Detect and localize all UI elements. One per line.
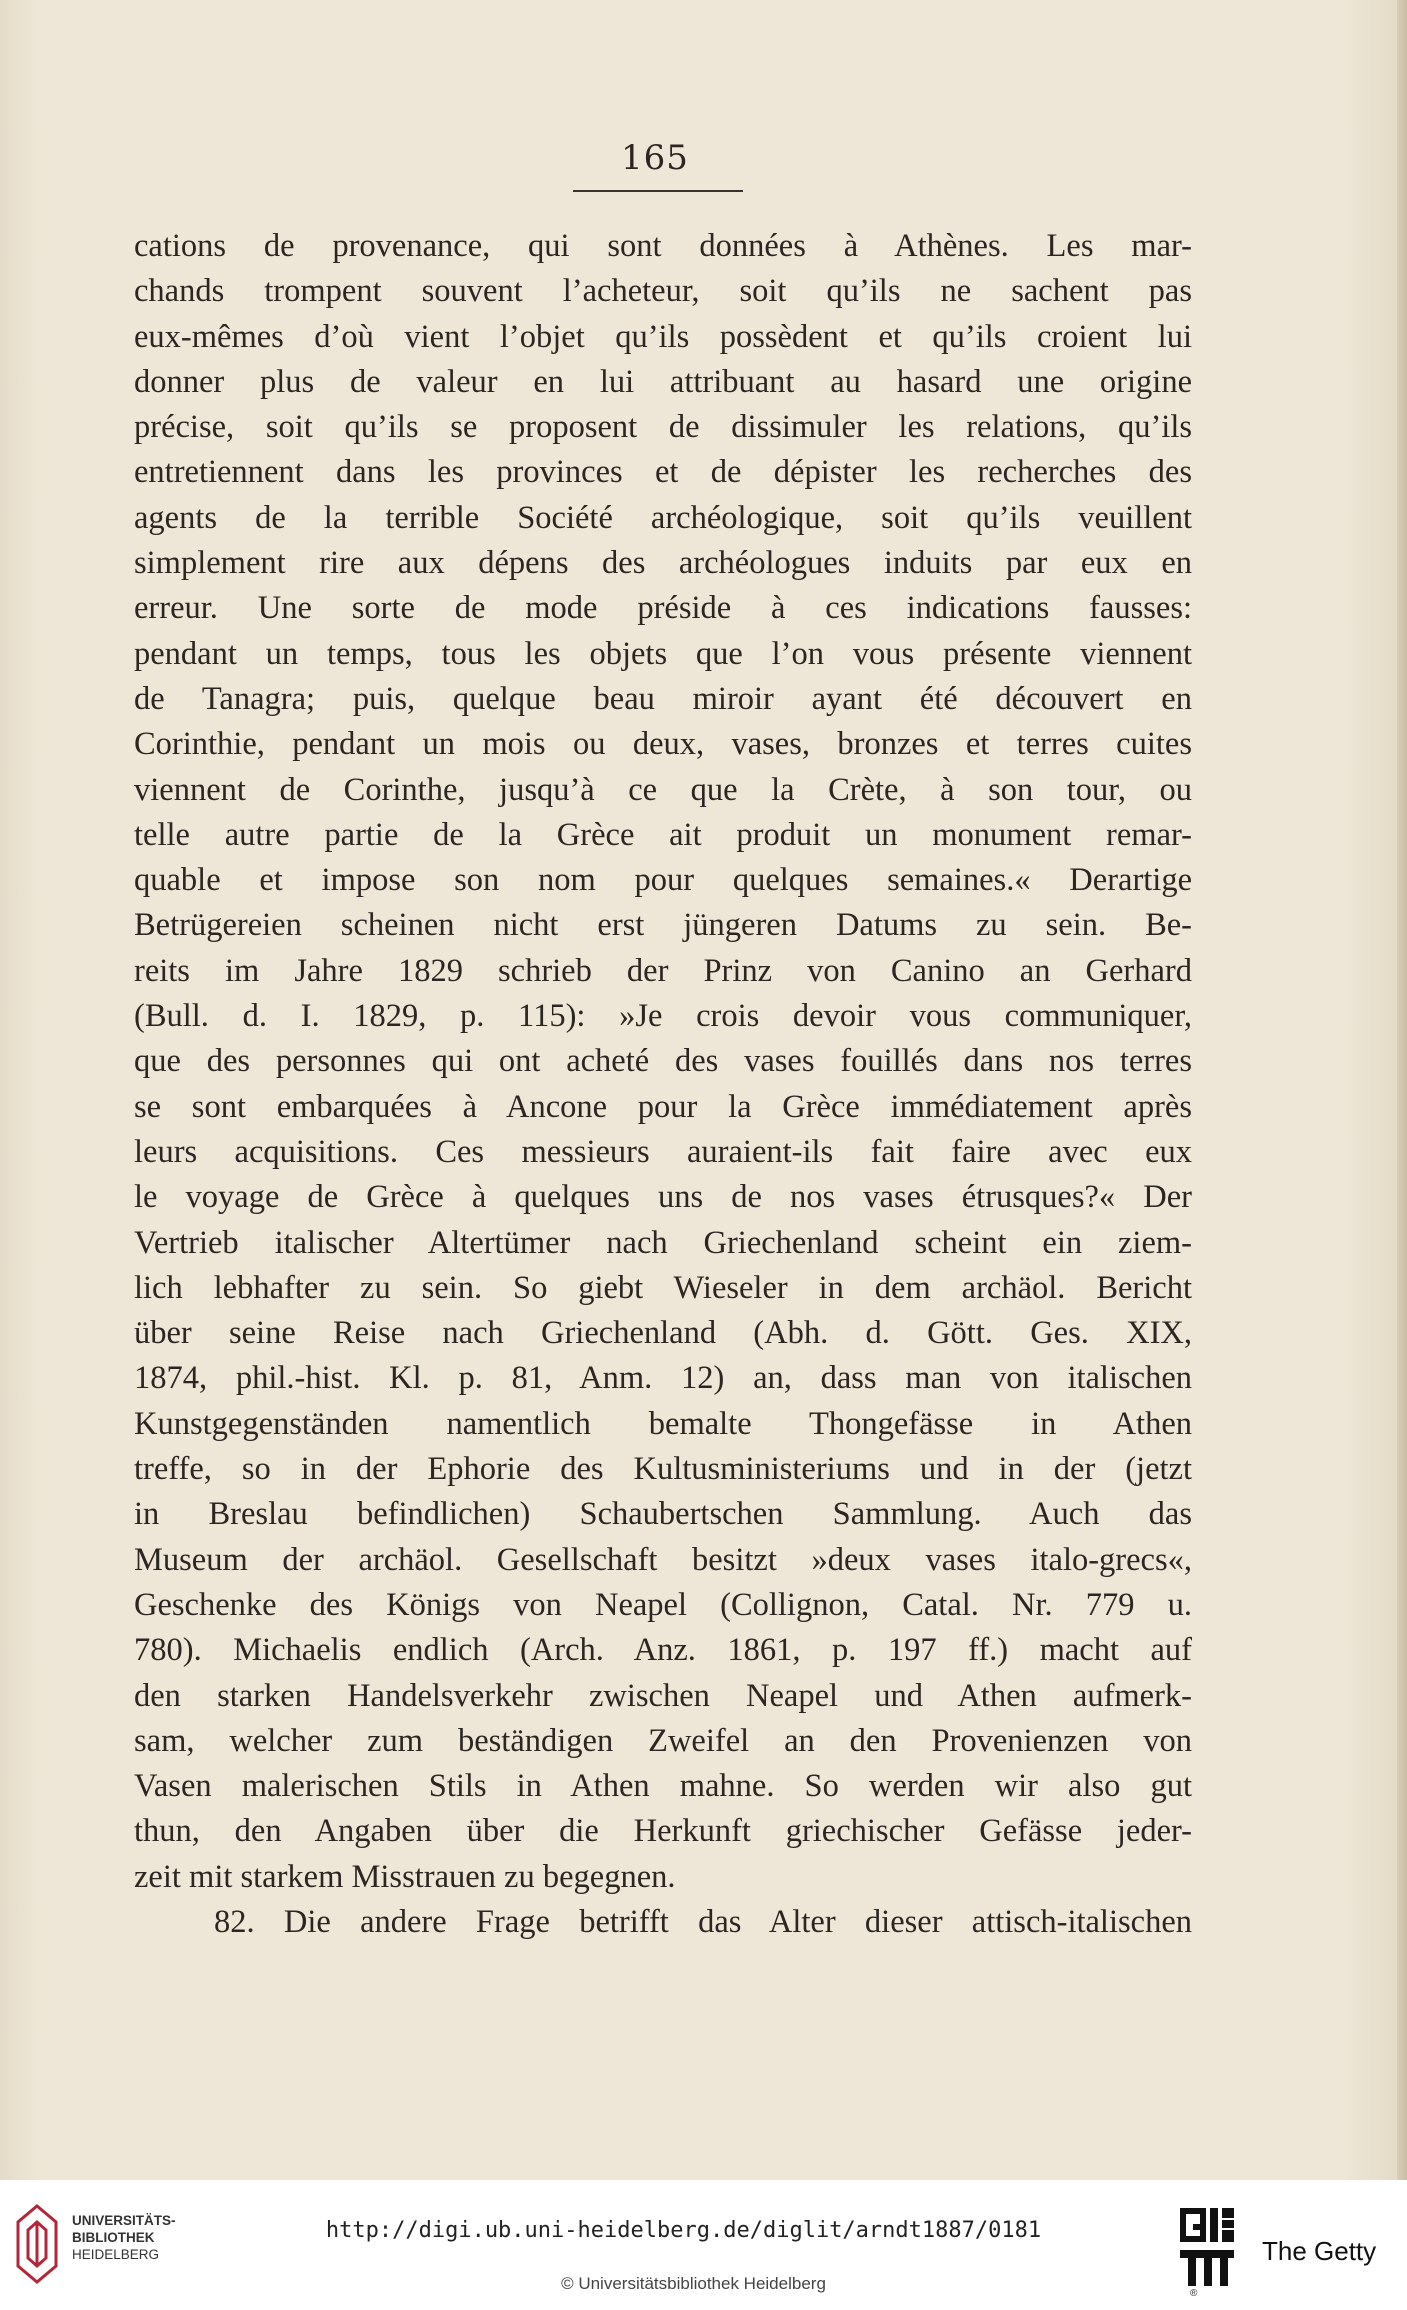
text-line: simplement rire aux dépens des archéologues induits par eux en	[134, 545, 1192, 582]
text-line: Museum der archäol. Gesellschaft besitzt »deux vases italo-grecs«,	[134, 1541, 1192, 1578]
text-line: le voyage de Grèce à quelques uns de nos vases étrusques?« Der	[134, 1179, 1192, 1216]
text-line: que des personnes qui ont acheté des vases fouillés dans nos terres	[134, 1043, 1192, 1080]
text-line: 1874, phil.-hist. Kl. p. 81, Anm. 12) an, dass man von italischen	[134, 1360, 1192, 1397]
text-line: quable et impose son nom pour quelques semaines.« Derartige	[134, 862, 1192, 899]
text-line: de Tanagra; puis, quelque beau miroir ayant été découvert en	[134, 680, 1192, 717]
text-line: 82. Die andere Frage betrifft das Alter dieser attisch-italischen	[214, 1903, 1192, 1940]
text-line: Betrügereien scheinen nicht erst jüngeren Datums zu sein. Be-	[134, 907, 1192, 944]
page-number-rule	[573, 190, 743, 192]
text-line: Corinthie, pendant un mois ou deux, vases, bronzes et terres cuites	[134, 726, 1192, 763]
text-line: über seine Reise nach Griechenland (Abh. d. Gött. Ges. XIX,	[134, 1315, 1192, 1352]
text-line: telle autre partie de la Grèce ait produit un monument remar-	[134, 816, 1192, 853]
text-line: précise, soit qu’ils se proposent de dissimuler les relations, qu’ils	[134, 409, 1192, 446]
text-line: reits im Jahre 1829 schrieb der Prinz von Canino an Gerhard	[134, 952, 1192, 989]
text-line: viennent de Corinthe, jusqu’à ce que la Crète, à son tour, ou	[134, 771, 1192, 808]
text-line: den starken Handelsverkehr zwischen Neapel und Athen aufmerk-	[134, 1677, 1192, 1714]
text-line: in Breslau befindlichen) Schaubertschen Sammlung. Auch das	[134, 1496, 1192, 1533]
text-line: sam, welcher zum beständigen Zweifel an den Provenienzen von	[134, 1722, 1192, 1759]
page-number: 165	[621, 138, 689, 178]
library-name-line: BIBLIOTHEK	[72, 2230, 155, 2245]
text-line: Kunstgegenständen namentlich bemalte Thongefässe in Athen	[134, 1405, 1192, 1442]
getty-name: The Getty	[1262, 2236, 1377, 2266]
text-line: se sont embarquées à Ancone pour la Grèce immédiatement après	[134, 1088, 1192, 1125]
text-line: thun, den Angaben über die Herkunft griechischer Gefässe jeder-	[134, 1813, 1192, 1850]
text-line: Vertrieb italischer Altertümer nach Griechenland scheint ein ziem-	[134, 1224, 1192, 1261]
text-line: Vasen malerischen Stils in Athen mahne. So werden wir also gut	[134, 1768, 1192, 1805]
text-line: 780). Michaelis endlich (Arch. Anz. 1861, p. 197 ff.) macht auf	[134, 1632, 1192, 1669]
copyright-notice: © Universitätsbibliothek Heidelberg	[561, 2274, 826, 2293]
text-line: zeit mit starkem Misstrauen zu begegnen.	[134, 1858, 676, 1895]
footer-bar	[0, 2180, 1407, 2310]
text-line: cations de provenance, qui sont données à Athènes. Les mar-	[134, 228, 1192, 264]
getty-logo-icon	[1178, 2206, 1236, 2288]
page-edge	[1397, 0, 1407, 2180]
source-url-link[interactable]: http://digi.ub.uni-heidelberg.de/diglit/arndt1887/0181	[325, 2218, 1042, 2243]
text-line: eux-mêmes d’où vient l’objet qu’ils possèdent et qu’ils croient lui	[134, 318, 1192, 355]
text-line: lich lebhafter zu sein. So giebt Wieseler in dem archäol. Bericht	[134, 1269, 1192, 1306]
text-line: treffe, so in der Ephorie des Kultusministeriums und in der (jetzt	[134, 1451, 1192, 1488]
text-line: erreur. Une sorte de mode préside à ces indications fausses:	[134, 590, 1192, 627]
text-line: agents de la terrible Société archéologique, soit qu’ils veuillent	[134, 499, 1192, 536]
library-name-line: HEIDELBERG	[72, 2247, 160, 2262]
library-name-line: UNIVERSITÄTS-	[72, 2213, 176, 2228]
body-text	[134, 224, 1192, 1945]
text-line: leurs acquisitions. Ces messieurs auraient-ils fait faire avec eux	[134, 1133, 1192, 1170]
text-line: donner plus de valeur en lui attribuant au hasard une origine	[134, 363, 1192, 400]
registered-mark: ®	[1190, 2288, 1198, 2299]
text-line: Geschenke des Königs von Neapel (Collignon, Catal. Nr. 779 u.	[134, 1586, 1192, 1623]
text-line: (Bull. d. I. 1829, p. 115): »Je crois devoir vous communiquer,	[134, 998, 1192, 1035]
text-line: chands trompent souvent l’acheteur, soit qu’ils ne sachent pas	[134, 273, 1192, 310]
text-line: pendant un temps, tous les objets que l’on vous présente viennent	[134, 635, 1192, 672]
text-line: entretiennent dans les provinces et de dépister les recherches des	[134, 454, 1192, 491]
